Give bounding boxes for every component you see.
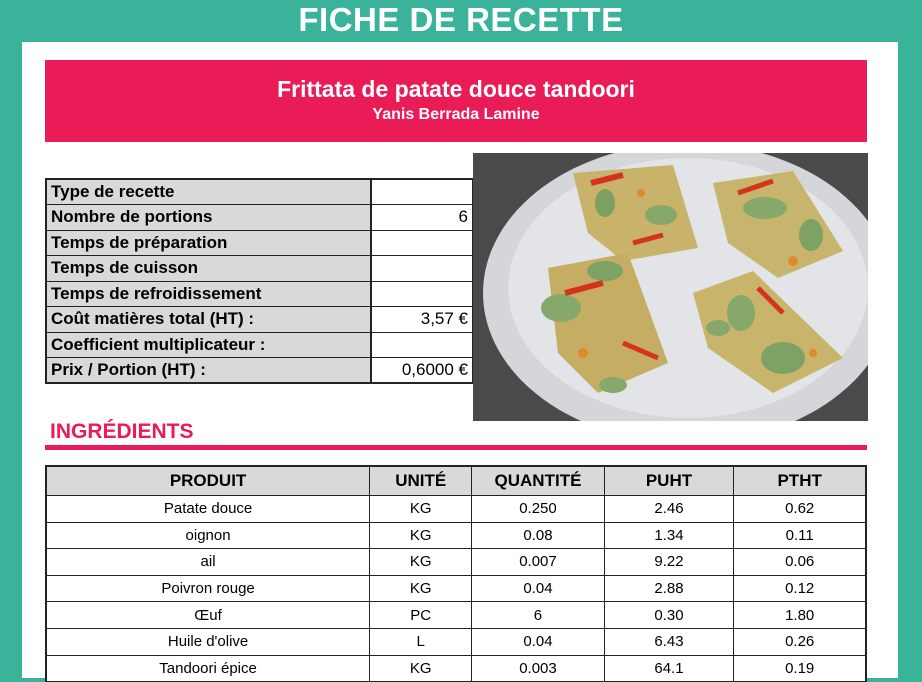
cell-quantite[interactable]: 0.250 xyxy=(472,496,604,523)
cell-produit[interactable]: ail xyxy=(46,549,370,576)
cell-produit[interactable]: Poivron rouge xyxy=(46,575,370,602)
info-row xyxy=(46,256,473,282)
column-header-produit: PRODUIT xyxy=(46,466,370,496)
title-banner xyxy=(45,60,867,142)
cell-ptht[interactable]: 0.19 xyxy=(734,655,866,682)
recipe-info-table xyxy=(45,178,473,384)
table-row xyxy=(46,496,866,523)
column-header-quantite: QUANTITÉ xyxy=(472,466,604,496)
cell-quantite[interactable]: 0.007 xyxy=(472,549,604,576)
page-header: FICHE DE RECETTE xyxy=(298,1,624,38)
cell-unite[interactable]: KG xyxy=(370,549,472,576)
column-header-unite: UNITÉ xyxy=(370,466,472,496)
cell-puht[interactable]: 2.88 xyxy=(604,575,734,602)
column-header-ptht: PTHT xyxy=(734,466,866,496)
cell-quantite[interactable]: 6 xyxy=(472,602,604,629)
info-row xyxy=(46,281,473,307)
table-row xyxy=(46,522,866,549)
cell-puht[interactable]: 2.46 xyxy=(604,496,734,523)
cell-unite[interactable]: KG xyxy=(370,575,472,602)
recipe-name: Frittata de patate douce tandoori xyxy=(277,76,635,102)
cell-puht[interactable]: 64.1 xyxy=(604,655,734,682)
column-header-puht: PUHT xyxy=(604,466,734,496)
info-value[interactable] xyxy=(371,179,473,205)
info-label: Prix / Portion (HT) : xyxy=(46,358,371,384)
info-label: Temps de refroidissement xyxy=(46,281,371,307)
cell-produit[interactable]: Tandoori épice xyxy=(46,655,370,682)
info-value[interactable] xyxy=(371,332,473,358)
cell-puht[interactable]: 6.43 xyxy=(604,628,734,655)
cell-ptht[interactable]: 0.11 xyxy=(734,522,866,549)
recipe-author: Yanis Berrada Lamine xyxy=(372,106,540,123)
cell-produit[interactable]: Huile d'olive xyxy=(46,628,370,655)
info-row xyxy=(46,307,473,333)
table-row xyxy=(46,602,866,629)
info-label: Type de recette xyxy=(46,179,371,205)
info-row xyxy=(46,179,473,205)
cell-ptht[interactable]: 1.80 xyxy=(734,602,866,629)
cell-ptht[interactable]: 0.06 xyxy=(734,549,866,576)
recipe-photo xyxy=(473,153,868,421)
cell-unite[interactable]: PC xyxy=(370,602,472,629)
section-divider xyxy=(45,445,867,450)
cell-quantite[interactable]: 0.04 xyxy=(472,628,604,655)
info-row xyxy=(46,230,473,256)
info-label: Nombre de portions xyxy=(46,205,371,231)
info-label: Coefficient multiplicateur : xyxy=(46,332,371,358)
cell-ptht[interactable]: 0.62 xyxy=(734,496,866,523)
info-value[interactable]: 3,57 € xyxy=(371,307,473,333)
table-row xyxy=(46,575,866,602)
recipe-sheet xyxy=(22,42,898,678)
ingredients-section-title: INGRÉDIENTS xyxy=(50,420,194,443)
info-value[interactable]: 6 xyxy=(371,205,473,231)
info-row xyxy=(46,332,473,358)
info-row xyxy=(46,205,473,231)
info-label: Temps de préparation xyxy=(46,230,371,256)
info-row xyxy=(46,358,473,384)
ingredients-table xyxy=(45,465,867,682)
table-row xyxy=(46,628,866,655)
cell-unite[interactable]: L xyxy=(370,628,472,655)
ingredients-header-row xyxy=(46,466,866,496)
cell-produit[interactable]: Œuf xyxy=(46,602,370,629)
cell-produit[interactable]: oignon xyxy=(46,522,370,549)
cell-ptht[interactable]: 0.12 xyxy=(734,575,866,602)
cell-puht[interactable]: 1.34 xyxy=(604,522,734,549)
info-value[interactable] xyxy=(371,230,473,256)
cell-quantite[interactable]: 0.003 xyxy=(472,655,604,682)
cell-unite[interactable]: KG xyxy=(370,496,472,523)
info-label: Temps de cuisson xyxy=(46,256,371,282)
info-label: Coût matières total (HT) : xyxy=(46,307,371,333)
cell-produit[interactable]: Patate douce xyxy=(46,496,370,523)
cell-unite[interactable]: KG xyxy=(370,655,472,682)
table-row xyxy=(46,549,866,576)
cell-ptht[interactable]: 0.26 xyxy=(734,628,866,655)
info-value[interactable] xyxy=(371,256,473,282)
recipe-photo-illustration xyxy=(473,153,868,421)
cell-quantite[interactable]: 0.04 xyxy=(472,575,604,602)
info-value[interactable]: 0,6000 € xyxy=(371,358,473,384)
info-value[interactable] xyxy=(371,281,473,307)
cell-puht[interactable]: 9.22 xyxy=(604,549,734,576)
cell-quantite[interactable]: 0.08 xyxy=(472,522,604,549)
cell-unite[interactable]: KG xyxy=(370,522,472,549)
cell-puht[interactable]: 0.30 xyxy=(604,602,734,629)
